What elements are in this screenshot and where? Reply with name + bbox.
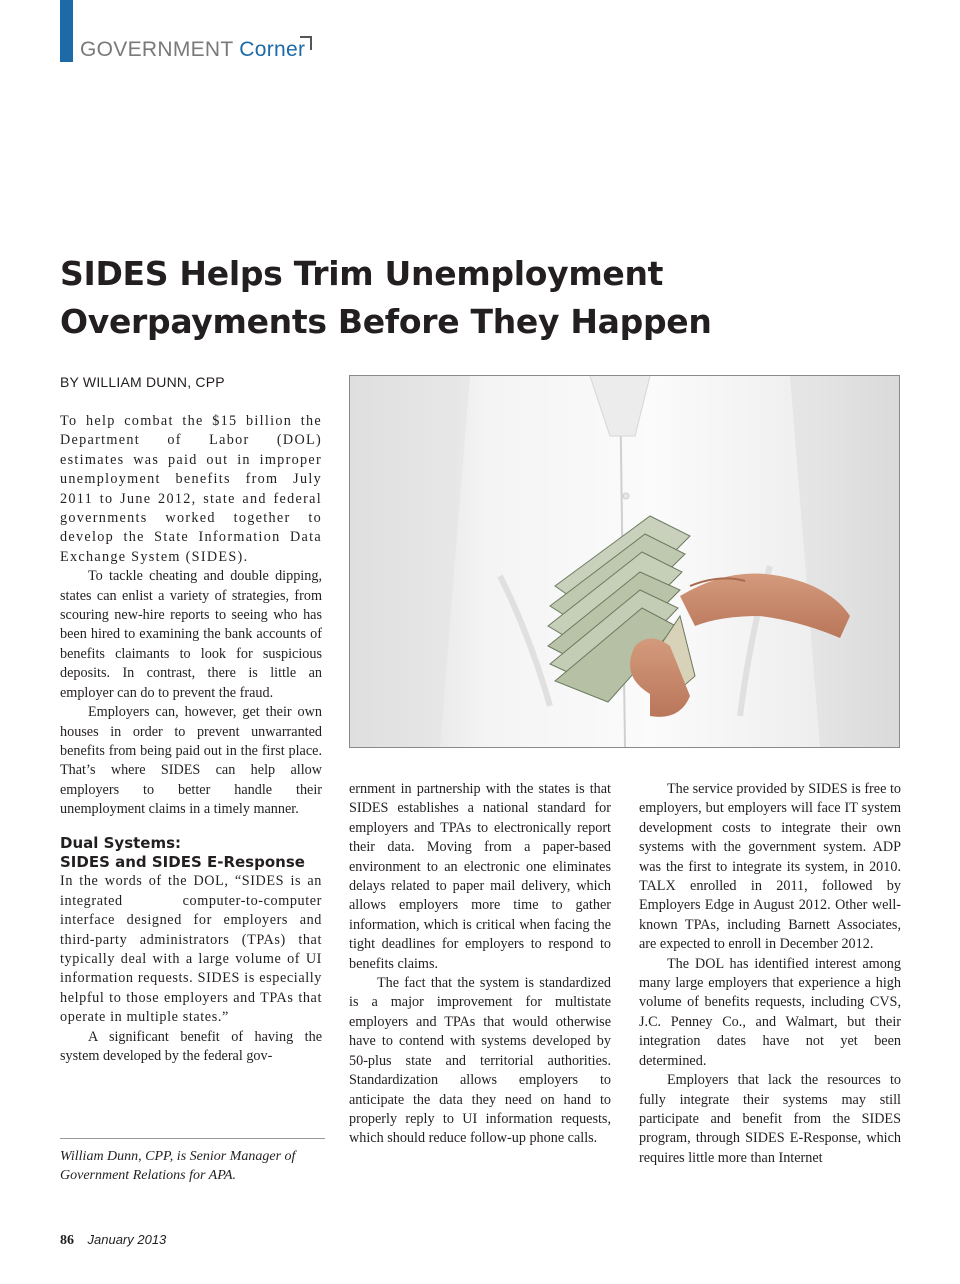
paragraph: Employers that lack the resources to fully integrate their systems may still participate and benefit from the SIDES program, through SIDES E-Response, which requires little more than Internet [639, 1072, 901, 1166]
article-column-2 [349, 780, 611, 1149]
page-footer [60, 1232, 166, 1249]
author-bio: William Dunn, CPP, is Senior Manager of Government Relations for APA. [60, 1149, 296, 1184]
subheading-line-2: SIDES and SIDES E-Response [60, 852, 305, 871]
section-label-main: GOVERNMENT [80, 38, 234, 61]
section-label-accent: Corner [239, 38, 306, 61]
section-label [80, 38, 305, 62]
section-subheading [60, 834, 322, 873]
article-column-3 [639, 780, 901, 1168]
paragraph: To tackle cheating and double dipping, states can enlist a variety of strategies, from scouring new-hire reports to seeing who has been hired to examining the bank accounts of benefits claimants to look for suspicious deposits. In contrast, there is little an employer can do to prevent the fraud. [60, 568, 322, 701]
page-number: 86 [60, 1233, 74, 1248]
paragraph: Employers can, however, get their own houses in order to prevent unwarranted benefits from being paid out in the first place. That’s where SIDES can help allow employers to better handle their unemployment claims in a timely manner. [60, 704, 322, 818]
subheading-line-1: Dual Systems: [60, 833, 182, 852]
paragraph: In the words of the DOL, “SIDES is an integrated computer-to-computer interface designed for employers and third-party administrators (TPAs) that typically deal with a large volume of UI information requests. SIDES is especially helpful to those employers and TPAs that operate in multiple states.” [60, 873, 322, 1026]
article-photo [349, 375, 900, 748]
byline: BY WILLIAM DUNN, CPP [60, 374, 225, 390]
paragraph: ernment in partnership with the states is that SIDES establishes a national standard for employers and TPAs to electronically report their data. Moving from a paper-based environment to an electronic one eliminates delays related to paper mail delivery, which allows employers more time to gather information, which is critical when facing the tight deadlines for employers to respond to benefits claims. [349, 781, 611, 972]
corner-mark-icon [300, 36, 312, 50]
paragraph: The service provided by SIDES is free to employers, but employers will face IT system development costs to integrate their own systems with the government system. ADP was the first to integrate its system, in 2010. TALX enrolled in 2011, followed by Employers Edge in August 2012. Other well-known TPAs, including Barnett Associates, are expected to enroll in December 2012. [639, 781, 901, 953]
bio-divider [60, 1138, 325, 1139]
article-title-line-1: SIDES Helps Trim Unemployment [60, 254, 664, 293]
section-accent-bar [60, 0, 73, 62]
issue-date: January 2013 [87, 1232, 167, 1247]
article-title-line-2: Overpayments Before They Happen [60, 302, 712, 341]
article-title [60, 250, 880, 346]
article-column-1 [60, 412, 322, 1066]
hands-holding-cash-illustration [350, 376, 899, 747]
paragraph: The DOL has identified interest among many large employers that experience a high volume of benefits requests, including CVS, J.C. Penney Co., and Walmart, but their integration dates have not yet been determined. [639, 955, 901, 1069]
paragraph: The fact that the system is standardized is a major improvement for multistate employers and TPAs that would otherwise have to contend with systems developed by 50-plus state and territorial authorities. Standardization allows employers to anticipate the data they need on hand to properly reply to UI information requests, which should reduce follow-up phone calls. [349, 975, 611, 1147]
paragraph: To help combat the $15 billion the Department of Labor (DOL) estimates was paid out in improper unemployment benefits from July 2011 to June 2012, state and federal governments worked together to develop the State Information Data Exchange System (SIDES). [60, 413, 322, 565]
paragraph: A significant benefit of having the system developed by the federal gov- [60, 1028, 322, 1064]
